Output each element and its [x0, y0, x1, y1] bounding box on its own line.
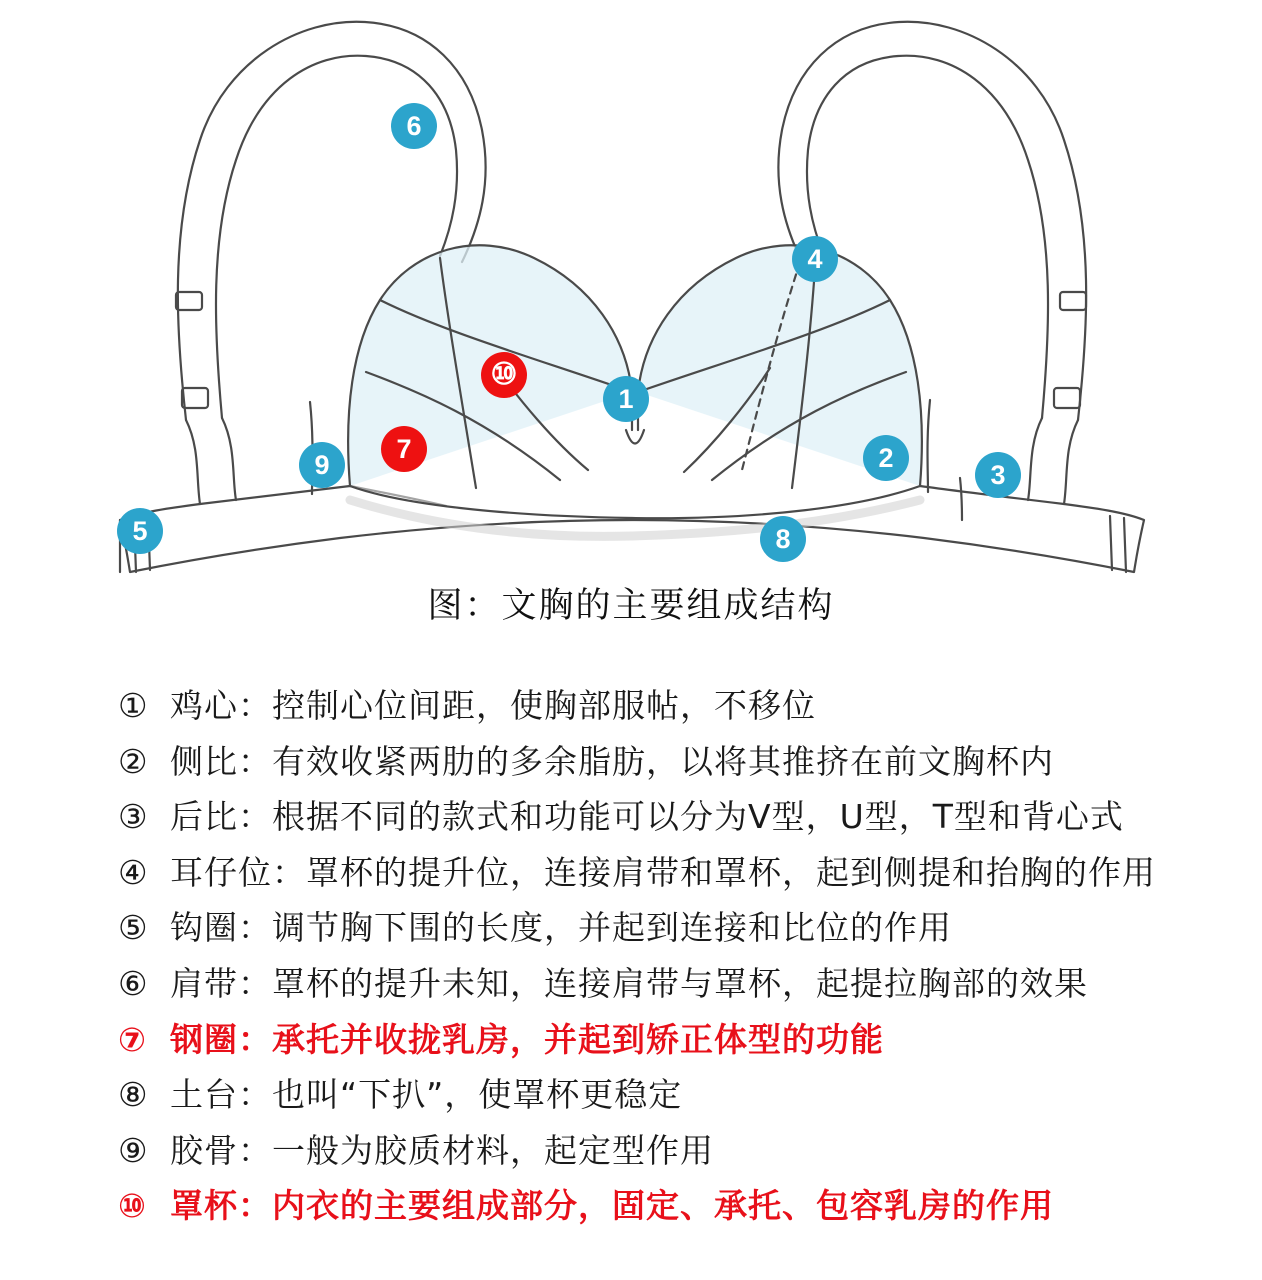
- legend-text: 鸡心：控制心位间距，使胸部服帖，不移位: [170, 686, 816, 725]
- list-item: [118, 853, 1218, 893]
- bra-structure-diagram: [0, 0, 1262, 585]
- list-item: [118, 686, 1218, 726]
- legend-text: 耳仔位：罩杯的提升位，连接肩带和罩杯，起到侧提和抬胸的作用: [170, 852, 1156, 892]
- callout-label-10: ⑩: [490, 358, 518, 391]
- callout-label-6: 6: [406, 110, 422, 141]
- legend-number: ①: [118, 686, 148, 725]
- list-item: [118, 964, 1218, 1004]
- legend-text: 钢圈：承托并收拢乳房，并起到矫正体型的功能: [170, 1019, 884, 1059]
- bra-illustration: [0, 0, 1262, 585]
- list-item-highlighted: [118, 1020, 1218, 1060]
- callout-label-9: 9: [314, 449, 330, 480]
- legend-number: ⑤: [118, 908, 148, 948]
- callout-label-4: 4: [807, 243, 823, 274]
- callout-label-8: 8: [775, 523, 791, 554]
- callout-marker-8: [760, 516, 806, 562]
- legend-text: 后比：根据不同的款式和功能可以分为V型，U型，T型和背心式: [170, 797, 1124, 837]
- callout-label-7: 7: [396, 433, 412, 464]
- callout-marker-4: [792, 236, 838, 282]
- callout-marker-9: [299, 442, 345, 488]
- legend-text: 罩杯：内衣的主要组成部分，固定、承托、包容乳房的作用: [170, 1186, 1054, 1226]
- list-item: [118, 908, 1218, 948]
- list-item: [118, 1075, 1218, 1115]
- list-item: [118, 1131, 1218, 1171]
- legend-number: ④: [118, 852, 148, 892]
- callout-marker-2: [863, 435, 909, 481]
- legend-number: ⑧: [118, 1075, 148, 1115]
- legend-number: ⑩: [118, 1186, 146, 1226]
- legend-text: 肩带：罩杯的提升未知，连接肩带与罩杯，起提拉胸部的效果: [170, 963, 1088, 1003]
- list-item-highlighted: [118, 1186, 1218, 1226]
- legend-number: ⑦: [118, 1019, 146, 1059]
- callout-marker-1: [603, 376, 649, 422]
- legend-text: 土台：也叫“下扒”，使罩杯更稳定: [170, 1075, 683, 1115]
- callout-label-3: 3: [990, 459, 1006, 490]
- diagram-caption: 图：文胸的主要组成结构: [427, 586, 835, 626]
- callout-marker-10: [481, 352, 527, 398]
- legend-number: ②: [118, 741, 148, 781]
- callout-label-1: 1: [618, 383, 634, 414]
- list-item: [118, 742, 1218, 782]
- callout-label-5: 5: [132, 515, 148, 546]
- legend-number: ⑥: [118, 963, 148, 1003]
- callout-marker-6: [391, 103, 437, 149]
- callout-label-2: 2: [878, 442, 894, 473]
- legend-text: 侧比：有效收紧两肋的多余脂肪，以将其推挤在前文胸杯内: [170, 741, 1054, 781]
- legend-text: 胶骨：一般为胶质材料，起定型作用: [170, 1130, 714, 1170]
- callout-marker-3: [975, 452, 1021, 498]
- legend-list: [118, 686, 1218, 1242]
- legend-number: ③: [118, 797, 148, 837]
- callout-marker-7: [381, 426, 427, 472]
- callout-marker-5: [117, 508, 163, 554]
- legend-number: ⑨: [118, 1130, 148, 1170]
- legend-text: 钩圈：调节胸下围的长度，并起到连接和比位的作用: [170, 908, 952, 948]
- list-item: [118, 797, 1218, 837]
